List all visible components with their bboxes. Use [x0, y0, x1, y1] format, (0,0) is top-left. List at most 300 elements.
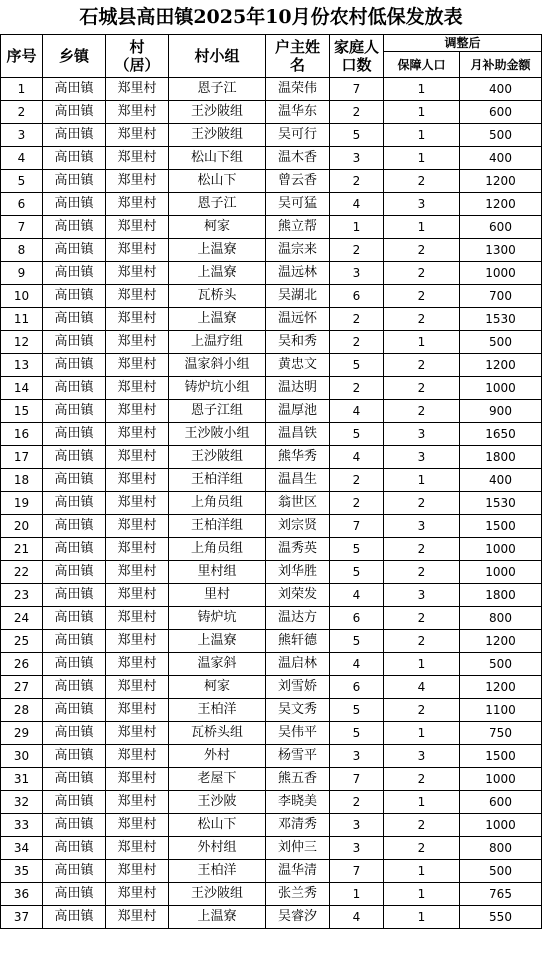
village-cell: 郑里村	[106, 745, 169, 768]
township-cell: 高田镇	[43, 262, 106, 285]
insured-cell: 1	[384, 469, 460, 492]
table-row	[1, 814, 542, 837]
subsidy-cell: 400	[460, 147, 542, 170]
group-cell: 王沙陂组	[169, 446, 266, 469]
township-cell: 高田镇	[43, 239, 106, 262]
family-size-cell: 3	[330, 814, 384, 837]
table-row	[1, 653, 542, 676]
table-row	[1, 584, 542, 607]
village-cell: 郑里村	[106, 722, 169, 745]
village-cell: 郑里村	[106, 837, 169, 860]
table-row	[1, 561, 542, 584]
insured-cell: 3	[384, 446, 460, 469]
family-size-cell: 5	[330, 630, 384, 653]
family-size-cell: 5	[330, 538, 384, 561]
seq-cell: 25	[1, 630, 43, 653]
subsidy-cell: 500	[460, 124, 542, 147]
subsidy-cell: 1000	[460, 768, 542, 791]
insured-cell: 2	[384, 814, 460, 837]
seq-cell: 16	[1, 423, 43, 446]
holder-cell: 吴可行	[266, 124, 330, 147]
holder-cell: 杨雪平	[266, 745, 330, 768]
group-cell: 上角员组	[169, 538, 266, 561]
table-row	[1, 837, 542, 860]
insured-cell: 2	[384, 400, 460, 423]
group-cell: 恩子江	[169, 193, 266, 216]
header-insured: 保障人口	[384, 52, 460, 78]
family-size-cell: 2	[330, 331, 384, 354]
subsidy-cell: 1000	[460, 538, 542, 561]
group-cell: 里村	[169, 584, 266, 607]
subsidy-cell: 1530	[460, 492, 542, 515]
table-row	[1, 791, 542, 814]
village-cell: 郑里村	[106, 239, 169, 262]
header-holder	[266, 35, 330, 78]
table-row	[1, 216, 542, 239]
group-cell: 松山下组	[169, 147, 266, 170]
family-size-cell: 4	[330, 193, 384, 216]
subsidy-cell: 400	[460, 469, 542, 492]
table-row	[1, 906, 542, 929]
insured-cell: 2	[384, 837, 460, 860]
group-cell: 温家斜小组	[169, 354, 266, 377]
group-cell: 松山下	[169, 170, 266, 193]
table-row	[1, 400, 542, 423]
family-size-cell: 5	[330, 124, 384, 147]
header-group: 村小组	[169, 35, 266, 78]
seq-cell: 12	[1, 331, 43, 354]
holder-cell: 刘荣发	[266, 584, 330, 607]
table-row	[1, 285, 542, 308]
family-size-cell: 2	[330, 170, 384, 193]
subsidy-cell: 1000	[460, 814, 542, 837]
family-size-cell: 4	[330, 653, 384, 676]
family-size-cell: 7	[330, 768, 384, 791]
subsidy-cell: 1000	[460, 262, 542, 285]
holder-cell: 温昌生	[266, 469, 330, 492]
header-subsidy: 月补助金额	[460, 52, 542, 78]
group-cell: 上角员组	[169, 492, 266, 515]
subsidy-cell: 1500	[460, 745, 542, 768]
seq-cell: 33	[1, 814, 43, 837]
seq-cell: 32	[1, 791, 43, 814]
header-family-size	[330, 35, 384, 78]
table-row	[1, 538, 542, 561]
header-adjusted: 调整后	[384, 35, 542, 52]
seq-cell: 13	[1, 354, 43, 377]
insured-cell: 1	[384, 147, 460, 170]
seq-cell: 14	[1, 377, 43, 400]
table-row	[1, 492, 542, 515]
table-row	[1, 308, 542, 331]
insured-cell: 2	[384, 377, 460, 400]
holder-cell: 温木香	[266, 147, 330, 170]
seq-cell: 23	[1, 584, 43, 607]
holder-cell: 吴伟平	[266, 722, 330, 745]
seq-cell: 5	[1, 170, 43, 193]
family-size-cell: 2	[330, 791, 384, 814]
insured-cell: 3	[384, 745, 460, 768]
village-cell: 郑里村	[106, 791, 169, 814]
insured-cell: 1	[384, 906, 460, 929]
table-row	[1, 239, 542, 262]
table-row	[1, 193, 542, 216]
seq-cell: 34	[1, 837, 43, 860]
insured-cell: 2	[384, 239, 460, 262]
village-cell: 郑里村	[106, 354, 169, 377]
township-cell: 高田镇	[43, 423, 106, 446]
seq-cell: 3	[1, 124, 43, 147]
holder-cell: 李晓美	[266, 791, 330, 814]
village-cell: 郑里村	[106, 469, 169, 492]
village-cell: 郑里村	[106, 216, 169, 239]
village-cell: 郑里村	[106, 607, 169, 630]
holder-cell: 温荣伟	[266, 78, 330, 101]
insured-cell: 4	[384, 676, 460, 699]
holder-cell: 熊华秀	[266, 446, 330, 469]
subsidy-cell: 1200	[460, 630, 542, 653]
header-township: 乡镇	[43, 35, 106, 78]
township-cell: 高田镇	[43, 331, 106, 354]
insured-cell: 2	[384, 308, 460, 331]
group-cell: 外村组	[169, 837, 266, 860]
subsidy-cell: 1530	[460, 308, 542, 331]
family-size-cell: 4	[330, 400, 384, 423]
header-family-line2: 口数	[341, 56, 372, 74]
township-cell: 高田镇	[43, 170, 106, 193]
holder-cell: 吴和秀	[266, 331, 330, 354]
subsidy-cell: 1000	[460, 377, 542, 400]
insured-cell: 2	[384, 538, 460, 561]
seq-cell: 9	[1, 262, 43, 285]
family-size-cell: 1	[330, 216, 384, 239]
subsidy-cell: 600	[460, 791, 542, 814]
township-cell: 高田镇	[43, 561, 106, 584]
seq-cell: 31	[1, 768, 43, 791]
insured-cell: 3	[384, 193, 460, 216]
group-cell: 王柏洋组	[169, 515, 266, 538]
table-row	[1, 676, 542, 699]
township-cell: 高田镇	[43, 607, 106, 630]
subsidy-cell: 800	[460, 837, 542, 860]
township-cell: 高田镇	[43, 492, 106, 515]
township-cell: 高田镇	[43, 676, 106, 699]
family-size-cell: 5	[330, 699, 384, 722]
family-size-cell: 3	[330, 262, 384, 285]
seq-cell: 1	[1, 78, 43, 101]
family-size-cell: 2	[330, 101, 384, 124]
group-cell: 上温寮	[169, 630, 266, 653]
township-cell: 高田镇	[43, 860, 106, 883]
family-size-cell: 2	[330, 239, 384, 262]
village-cell: 郑里村	[106, 883, 169, 906]
table-row	[1, 860, 542, 883]
family-size-cell: 4	[330, 906, 384, 929]
table-row	[1, 722, 542, 745]
subsidy-cell: 1300	[460, 239, 542, 262]
holder-cell: 温华清	[266, 860, 330, 883]
holder-cell: 刘宗贤	[266, 515, 330, 538]
subsidy-cell: 500	[460, 331, 542, 354]
insured-cell: 2	[384, 170, 460, 193]
holder-cell: 温华东	[266, 101, 330, 124]
township-cell: 高田镇	[43, 147, 106, 170]
group-cell: 王沙陂组	[169, 101, 266, 124]
holder-cell: 温秀英	[266, 538, 330, 561]
seq-cell: 7	[1, 216, 43, 239]
page-title: 石城县高田镇2025年10月份农村低保发放表	[79, 6, 463, 28]
table-row	[1, 469, 542, 492]
township-cell: 高田镇	[43, 722, 106, 745]
holder-cell: 熊五香	[266, 768, 330, 791]
insured-cell: 3	[384, 515, 460, 538]
village-cell: 郑里村	[106, 653, 169, 676]
township-cell: 高田镇	[43, 653, 106, 676]
village-cell: 郑里村	[106, 515, 169, 538]
township-cell: 高田镇	[43, 354, 106, 377]
township-cell: 高田镇	[43, 193, 106, 216]
holder-cell: 温厚池	[266, 400, 330, 423]
family-size-cell: 6	[330, 676, 384, 699]
holder-cell: 温宗来	[266, 239, 330, 262]
holder-cell: 熊轩德	[266, 630, 330, 653]
seq-cell: 11	[1, 308, 43, 331]
township-cell: 高田镇	[43, 814, 106, 837]
table-row	[1, 515, 542, 538]
township-cell: 高田镇	[43, 400, 106, 423]
holder-cell: 温达明	[266, 377, 330, 400]
insured-cell: 1	[384, 653, 460, 676]
insured-cell: 3	[384, 584, 460, 607]
subsidy-cell: 1800	[460, 446, 542, 469]
seq-cell: 10	[1, 285, 43, 308]
family-size-cell: 7	[330, 860, 384, 883]
group-cell: 老屋下	[169, 768, 266, 791]
group-cell: 王沙陂组	[169, 124, 266, 147]
insured-cell: 1	[384, 124, 460, 147]
subsidy-cell: 750	[460, 722, 542, 745]
township-cell: 高田镇	[43, 837, 106, 860]
family-size-cell: 7	[330, 78, 384, 101]
table-row	[1, 354, 542, 377]
holder-cell: 翁世区	[266, 492, 330, 515]
village-cell: 郑里村	[106, 308, 169, 331]
group-cell: 王沙陂	[169, 791, 266, 814]
family-size-cell: 3	[330, 837, 384, 860]
header-family-line1: 家庭人	[333, 38, 379, 56]
seq-cell: 37	[1, 906, 43, 929]
village-cell: 郑里村	[106, 423, 169, 446]
subsidy-cell: 600	[460, 216, 542, 239]
seq-cell: 2	[1, 101, 43, 124]
group-cell: 王沙陂组	[169, 883, 266, 906]
holder-cell: 吴可猛	[266, 193, 330, 216]
table-row	[1, 630, 542, 653]
insured-cell: 1	[384, 791, 460, 814]
insured-cell: 3	[384, 423, 460, 446]
seq-cell: 24	[1, 607, 43, 630]
table-row	[1, 768, 542, 791]
subsidy-cell: 500	[460, 860, 542, 883]
seq-cell: 36	[1, 883, 43, 906]
village-cell: 郑里村	[106, 768, 169, 791]
family-size-cell: 1	[330, 883, 384, 906]
table-row	[1, 147, 542, 170]
subsidy-cell: 900	[460, 400, 542, 423]
group-cell: 温家斜	[169, 653, 266, 676]
township-cell: 高田镇	[43, 377, 106, 400]
township-cell: 高田镇	[43, 101, 106, 124]
village-cell: 郑里村	[106, 147, 169, 170]
insured-cell: 2	[384, 561, 460, 584]
table-row	[1, 262, 542, 285]
subsidy-cell: 765	[460, 883, 542, 906]
table-row	[1, 377, 542, 400]
seq-cell: 35	[1, 860, 43, 883]
village-cell: 郑里村	[106, 906, 169, 929]
family-size-cell: 5	[330, 354, 384, 377]
seq-cell: 27	[1, 676, 43, 699]
family-size-cell: 4	[330, 584, 384, 607]
group-cell: 上温寮	[169, 906, 266, 929]
holder-cell: 温启林	[266, 653, 330, 676]
subsidy-cell: 800	[460, 607, 542, 630]
seq-cell: 6	[1, 193, 43, 216]
seq-cell: 8	[1, 239, 43, 262]
family-size-cell: 4	[330, 446, 384, 469]
seq-cell: 21	[1, 538, 43, 561]
family-size-cell: 5	[330, 423, 384, 446]
subsidy-cell: 1200	[460, 170, 542, 193]
village-cell: 郑里村	[106, 400, 169, 423]
group-cell: 上温寮	[169, 262, 266, 285]
group-cell: 瓦桥头	[169, 285, 266, 308]
subsidy-cell: 1200	[460, 193, 542, 216]
insured-cell: 1	[384, 216, 460, 239]
township-cell: 高田镇	[43, 745, 106, 768]
holder-cell: 邓清秀	[266, 814, 330, 837]
insured-cell: 2	[384, 354, 460, 377]
group-cell: 恩子江	[169, 78, 266, 101]
group-cell: 瓦桥头组	[169, 722, 266, 745]
family-size-cell: 5	[330, 561, 384, 584]
group-cell: 上温疗组	[169, 331, 266, 354]
table-body	[1, 78, 542, 929]
family-size-cell: 5	[330, 722, 384, 745]
holder-cell: 温达方	[266, 607, 330, 630]
header-village-line1: 村	[129, 38, 145, 56]
township-cell: 高田镇	[43, 216, 106, 239]
holder-cell: 刘雪娇	[266, 676, 330, 699]
holder-cell: 张兰秀	[266, 883, 330, 906]
village-cell: 郑里村	[106, 78, 169, 101]
seq-cell: 22	[1, 561, 43, 584]
insured-cell: 1	[384, 331, 460, 354]
table-row	[1, 78, 542, 101]
township-cell: 高田镇	[43, 906, 106, 929]
village-cell: 郑里村	[106, 193, 169, 216]
village-cell: 郑里村	[106, 630, 169, 653]
seq-cell: 15	[1, 400, 43, 423]
insured-cell: 2	[384, 262, 460, 285]
holder-cell: 曾云香	[266, 170, 330, 193]
table-row	[1, 170, 542, 193]
family-size-cell: 6	[330, 285, 384, 308]
header-holder-line1: 户主姓	[274, 38, 320, 56]
township-cell: 高田镇	[43, 630, 106, 653]
village-cell: 郑里村	[106, 170, 169, 193]
township-cell: 高田镇	[43, 446, 106, 469]
village-cell: 郑里村	[106, 538, 169, 561]
subsidy-cell: 400	[460, 78, 542, 101]
village-cell: 郑里村	[106, 584, 169, 607]
group-cell: 恩子江组	[169, 400, 266, 423]
village-cell: 郑里村	[106, 860, 169, 883]
subsidy-table	[0, 34, 542, 929]
subsidy-cell: 1500	[460, 515, 542, 538]
insured-cell: 1	[384, 101, 460, 124]
township-cell: 高田镇	[43, 584, 106, 607]
insured-cell: 1	[384, 860, 460, 883]
township-cell: 高田镇	[43, 791, 106, 814]
holder-cell: 黄忠文	[266, 354, 330, 377]
village-cell: 郑里村	[106, 446, 169, 469]
holder-cell: 熊立帮	[266, 216, 330, 239]
table-row	[1, 124, 542, 147]
family-size-cell: 7	[330, 515, 384, 538]
subsidy-cell: 550	[460, 906, 542, 929]
township-cell: 高田镇	[43, 124, 106, 147]
holder-cell: 吴湖北	[266, 285, 330, 308]
township-cell: 高田镇	[43, 78, 106, 101]
family-size-cell: 3	[330, 745, 384, 768]
table-row	[1, 331, 542, 354]
seq-cell: 18	[1, 469, 43, 492]
village-cell: 郑里村	[106, 561, 169, 584]
subsidy-cell: 1000	[460, 561, 542, 584]
family-size-cell: 2	[330, 377, 384, 400]
village-cell: 郑里村	[106, 676, 169, 699]
subsidy-cell: 700	[460, 285, 542, 308]
seq-cell: 17	[1, 446, 43, 469]
village-cell: 郑里村	[106, 262, 169, 285]
township-cell: 高田镇	[43, 699, 106, 722]
group-cell: 王柏洋组	[169, 469, 266, 492]
table-row	[1, 101, 542, 124]
village-cell: 郑里村	[106, 285, 169, 308]
family-size-cell: 2	[330, 469, 384, 492]
insured-cell: 2	[384, 630, 460, 653]
group-cell: 柯家	[169, 216, 266, 239]
header-holder-line2: 名	[289, 56, 305, 74]
seq-cell: 30	[1, 745, 43, 768]
table-row	[1, 745, 542, 768]
village-cell: 郑里村	[106, 377, 169, 400]
holder-cell: 温昌铁	[266, 423, 330, 446]
holder-cell: 吴睿汐	[266, 906, 330, 929]
subsidy-cell: 500	[460, 653, 542, 676]
insured-cell: 1	[384, 722, 460, 745]
table-row	[1, 446, 542, 469]
insured-cell: 2	[384, 768, 460, 791]
seq-cell: 20	[1, 515, 43, 538]
township-cell: 高田镇	[43, 768, 106, 791]
subsidy-cell: 1800	[460, 584, 542, 607]
subsidy-cell: 1200	[460, 354, 542, 377]
village-cell: 郑里村	[106, 331, 169, 354]
holder-cell: 刘仲三	[266, 837, 330, 860]
village-cell: 郑里村	[106, 492, 169, 515]
